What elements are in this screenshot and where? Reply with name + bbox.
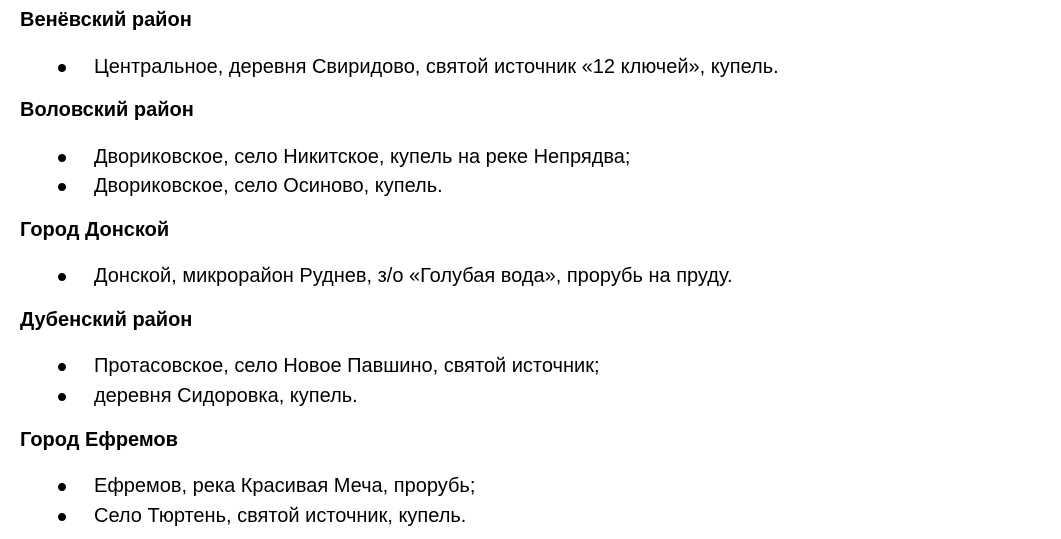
section-heading: Город Донской [20, 219, 170, 241]
list-item: Протасовское, село Новое Павшино, святой источник; [94, 355, 600, 377]
section-heading: Город Ефремов [20, 429, 178, 451]
list-item: Двориковское, село Никитское, купель на реке Непрядва; [94, 146, 631, 168]
bullet-icon [58, 363, 66, 371]
bullet-icon [58, 483, 66, 491]
bullet-icon [58, 183, 66, 191]
section-heading: Дубенский район [20, 309, 193, 331]
bullet-icon [58, 64, 66, 72]
bullet-icon [58, 393, 66, 401]
list-item: Донской, микрорайон Руднев, з/о «Голубая вода», прорубь на пруду. [94, 265, 733, 287]
list-item: Ефремов, река Красивая Меча, прорубь; [94, 475, 476, 497]
list-item: деревня Сидоровка, купель. [94, 385, 358, 407]
bullet-icon [58, 154, 66, 162]
list-item: Центральное, деревня Свиридово, святой источник «12 ключей», купель. [94, 56, 779, 78]
list-item: Село Тюртень, святой источник, купель. [94, 505, 467, 527]
list-item: Двориковское, село Осиново, купель. [94, 175, 443, 197]
section-heading: Воловский район [20, 99, 194, 121]
section-heading: Венёвский район [20, 9, 192, 31]
bullet-icon [58, 513, 66, 521]
bullet-icon [58, 273, 66, 281]
